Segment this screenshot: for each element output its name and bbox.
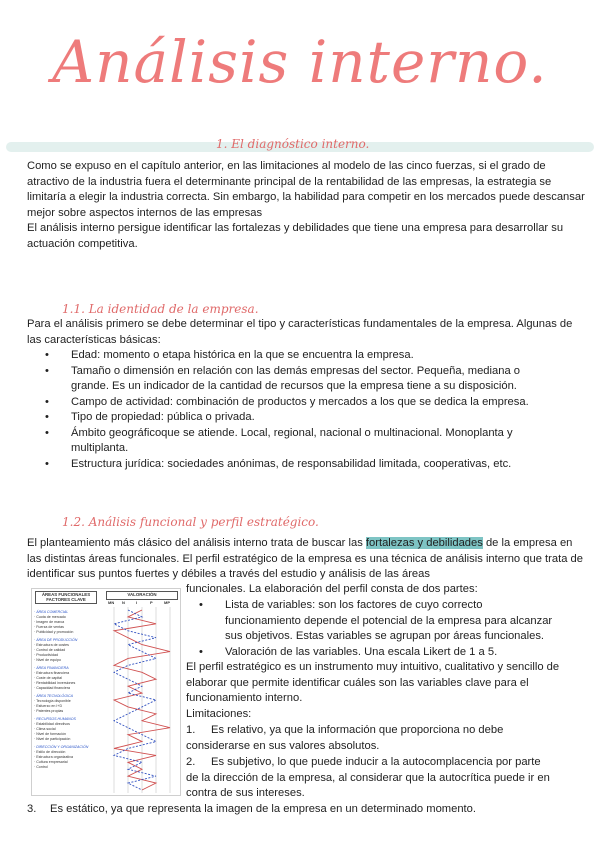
list-item: • Tipo de propiedad: pública o privada. [32, 410, 552, 426]
limit-num: 2. [186, 756, 196, 768]
scale-label: P [150, 600, 153, 605]
list-item: • Lista de variables: son los factores de cuyo correcto funcionamiento depende el potencial de la empresa para alcanzar sus objetivos. Estas variables se agrupan por áreas funcionales. [186, 598, 558, 645]
limit-1 [186, 723, 556, 754]
heading-diagnostico: 1. El diagnóstico interno. [216, 137, 370, 151]
figure-area-name: · ÁREA FINANCIERA [34, 666, 69, 670]
figure-factor: · Coste de capital [34, 676, 62, 680]
para-identidad-intro: Para el análisis primero se debe determinar el tipo y características fundamentales de la empresa. Algunas de las características básicas: [27, 318, 573, 346]
figure-factor: · Cuota de mercado [34, 615, 66, 619]
para-analisis-interno: El análisis interno persigue identificar las fortalezas y debilidades que tiene una empresa para desarrollar su actuación competitiva. [27, 222, 564, 250]
highlight-fortalezas: fortalezas y debilidades [365, 537, 483, 549]
figure-factor: · Rentabilidad inversiones [34, 681, 76, 685]
scale-label: I [136, 600, 138, 605]
list-item: • Edad: momento o etapa histórica en la que se encuentra la empresa. [32, 348, 552, 364]
figure-factor: · Estabilidad directivos [34, 722, 70, 726]
figure-factor: · Productividad [34, 653, 58, 657]
figure-factor: · Esfuerzo en I+D [34, 704, 63, 708]
limitaciones-label: Limitaciones: [186, 708, 252, 720]
scale-label: N [122, 600, 125, 605]
para-funcional-a: El planteamiento más clásico del análisis interno trata de buscar las [27, 537, 363, 549]
list-item: • Estructura jurídica: sociedades anónimas, de responsabilidad limitada, cooperativas, etc. [32, 457, 552, 473]
figure-header-right: VALORACIÓN [106, 591, 178, 600]
figure-factor-list [34, 607, 110, 770]
figure-factor: · Publicidad y promoción [34, 630, 74, 634]
figure-factor: · Estructura financiera [34, 671, 70, 675]
figure-header-left: ÁREAS FUNCIONALES FACTORES CLAVE [35, 591, 97, 604]
figure-scale [106, 600, 176, 606]
limit-text: Es relativo, ya que la información que proporciona no debe considerarse en sus valores absolutos. [186, 724, 504, 752]
limit-num: 1. [186, 724, 196, 736]
heading-identidad: 1.1. La identidad de la empresa. [62, 302, 259, 316]
list-item: • Ámbito geográficoque se atiende. Local, regional, nacional o multinacional. Monoplanta y multiplanta. [32, 426, 552, 457]
page-title: Análisis interno. [52, 28, 548, 96]
list-item: • Valoración de las variables. Una escala Likert de 1 a 5. [186, 645, 558, 661]
figure-factor: · Nivel de formación [34, 732, 66, 736]
limit-num: 3. [27, 803, 37, 815]
para-diagnostico: Como se expuso en el capítulo anterior, en las limitaciones al modelo de las cinco fuerzas, si el grado de atractivo de la industria fuera el determinante principal de la rentabilidad de las empresas, la estrategia se limitaría a elegir la industria correcta. Sin embargo, la habilidad para competir en los mercados puede descansar mejor sobre aspectos internos de las empresas [27, 160, 585, 219]
figure-factor: · Estilo de dirección [34, 750, 66, 754]
figure-factor: · Control de calidad [34, 648, 66, 652]
figure-factor: · Control [34, 765, 48, 769]
figure-area-name: · ÁREA TECNOLÓGICA [34, 694, 74, 698]
figure-area-name: · DIRECCIÓN Y ORGANIZACIÓN [34, 745, 89, 749]
scale-label: MN [108, 600, 115, 605]
para-funcional [27, 536, 587, 583]
para-funcional-c: funcionales. La elaboración del perfil consta de dos partes: [186, 583, 478, 595]
para-funcional-b: de la empresa en las distintas áreas funcionales. El perfil estratégico de la empresa es una técnica de análisis interno que trata de identificar sus puntos fuertes y débiles a través del estudio y análisis de las áreas [27, 537, 583, 580]
profile-line-competitor [114, 610, 156, 790]
strategic-profile-figure [31, 588, 181, 796]
limit-2 [186, 755, 556, 802]
perfil-list [186, 598, 558, 660]
limit-text: Es estático, ya que representa la imagen de la empresa en un determinado momento. [50, 803, 476, 815]
figure-factor: · Cultura empresarial [34, 760, 68, 764]
limit-text: Es subjetivo, lo que puede inducir a la autocomplacencia por parte de la dirección de la empresa, al considerar que la autocrítica puede ir en contra de sus intereses. [186, 756, 550, 799]
figure-area-name: · RECURSOS HUMANOS [34, 717, 76, 721]
figure-factor: · Patentes propias [34, 709, 64, 713]
list-item: • Campo de actividad: combinación de productos y mercados a los que se dedica la empresa. [32, 395, 552, 411]
figure-factor: · Estructura organizativa [34, 755, 73, 759]
figure-factor: · Nivel de participación [34, 737, 71, 741]
figure-factor: · Clima social [34, 727, 56, 731]
figure-factor: · Tecnología disponible [34, 699, 71, 703]
caracteristicas-list [32, 348, 552, 472]
heading-analisis-funcional: 1.2. Análisis funcional y perfil estratégico. [62, 515, 319, 529]
figure-area-name: · ÁREA COMERCIAL [34, 610, 69, 614]
scale-label: MP [164, 600, 170, 605]
limit-3 [27, 802, 567, 818]
figure-factor: · Fuerza de ventas [34, 625, 64, 629]
figure-profile-lines [110, 607, 178, 793]
figure-factor: · Capacidad financiera [34, 686, 70, 690]
para-perfil: El perfil estratégico es un instrumento muy intuitivo, cualitativo y sencillo de elaborar que permite identificar cuáles son las variables clave para el funcionamiento interno. [186, 661, 560, 704]
figure-factor: · Nivel de equipo [34, 658, 61, 662]
figure-factor: · Imagen de marca [34, 620, 65, 624]
figure-factor: · Estructura de costes [34, 643, 69, 647]
figure-area-name: · ÁREA DE PRODUCCIÓN [34, 638, 78, 642]
list-item: • Tamaño o dimensión en relación con las demás empresas del sector. Pequeña, mediana o grande. Es un indicador de la cantidad de recursos que la empresa tiene a su disposición. [32, 364, 552, 395]
